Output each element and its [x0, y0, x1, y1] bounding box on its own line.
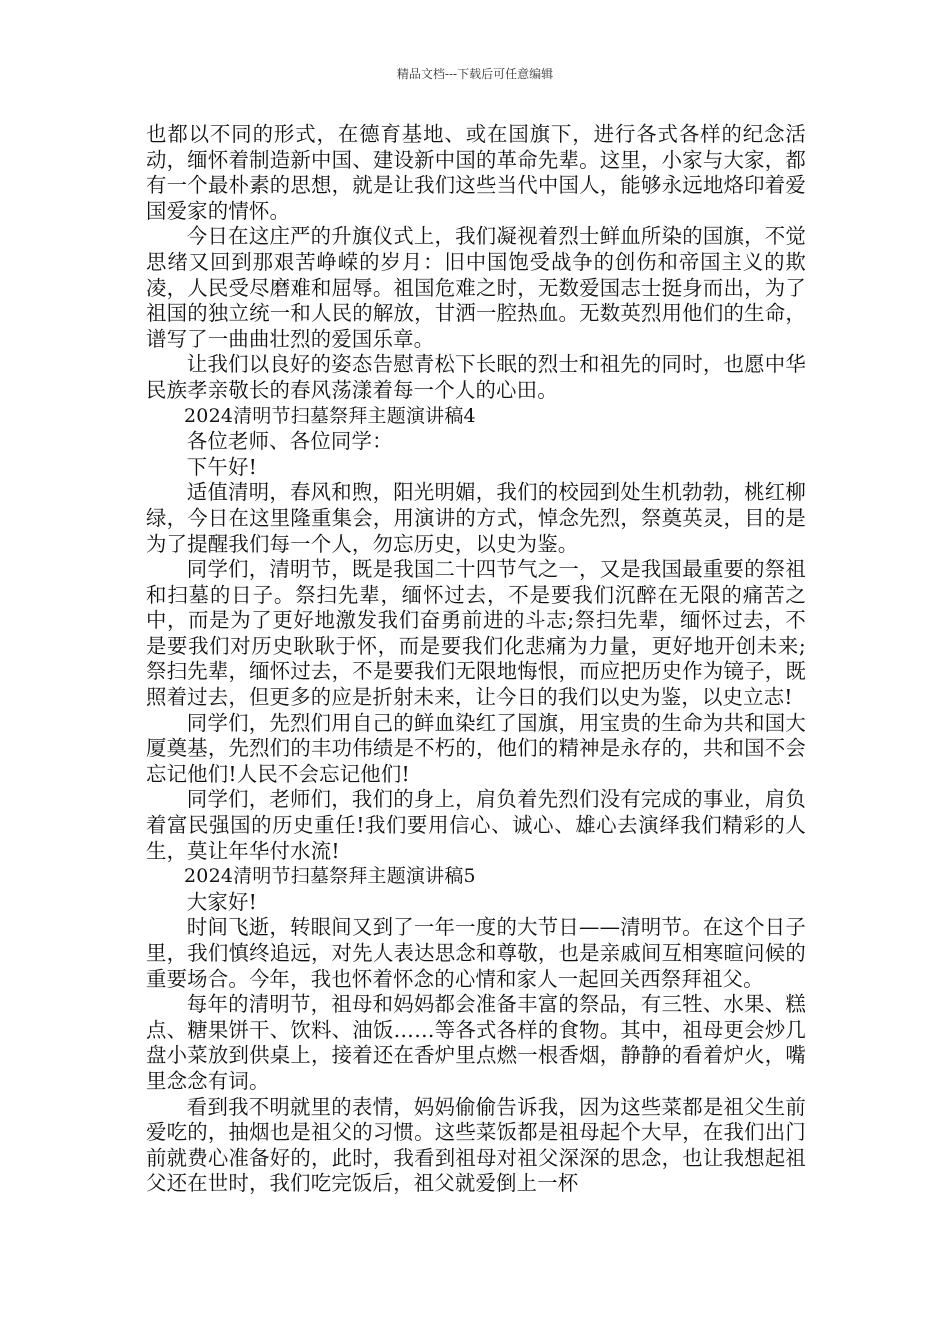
- section-heading-5: 2024清明节扫墓祭拜主题演讲稿5: [184, 865, 476, 888]
- salutation: 各位老师、各位同学：: [186, 429, 393, 454]
- paragraph: 适值清明，春风和煦，阳光明媚，我们的校园到处生机勃勃，桃红柳绿，今日在这里隆重集会，用演讲的方式，悼念先烈，祭奠英灵，目的是为了提醒我们每一个人，勿忘历史，以史为鉴。: [146, 480, 806, 556]
- greeting: 下午好!: [186, 454, 257, 479]
- paragraph: 同学们，先烈们用自己的鲜血染红了国旗，用宝贵的生命为共和国大厦奠基，先烈们的丰功伟绩是不朽的，他们的精神是永存的，共和国不会忘记他们!人民不会忘记他们!: [146, 710, 806, 786]
- paragraph: 今日在这庄严的升旗仪式上，我们凝视着烈士鲜血所染的国旗，不觉思绪又回到那艰苦峥嵘的岁月：旧中国饱受战争的创伤和帝国主义的欺凌，人民受尽磨难和屈辱。祖国危难之时，无数爱国志士挺身而出，为了祖国的独立统一和人民的解放，甘洒一腔热血。无数英烈用他们的生命，谱写了一曲曲壮烈的爱国乐章。: [146, 224, 806, 351]
- greeting: 大家好!: [186, 889, 257, 914]
- page-header: 精品文档---下载后可任意编辑: [396, 67, 554, 81]
- paragraph: 每年的清明节，祖母和妈妈都会准备丰富的祭品，有三牲、水果、糕点、糖果饼干、饮料、油饭……等各式各样的食物。其中，祖母更会炒几盘小菜放到供桌上，接着还在香炉里点燃一根香烟，静静的看着炉火，嘴里念念有词。: [146, 992, 806, 1093]
- paragraph: 同学们，清明节，既是我国二十四节气之一，又是我国最重要的祭祖和扫墓的日子。祭扫先辈，缅怀过去，不是要我们沉醉在无限的痛苦之中，而是为了更好地激发我们奋勇前进的斗志;祭扫先辈，缅怀过去，不是要我们对历史耿耿于怀，而是要我们化悲痛为力量，更好地开创未来;祭扫先辈，缅怀过去，不是要我们无限地悔恨，而应把历史作为镜子，既照着过去，但更多的应是折射未来，让今日的我们以史为鉴，以史立志!: [146, 557, 806, 710]
- paragraph-continuation: 也都以不同的形式，在德育基地、或在国旗下，进行各式各样的纪念活动，缅怀着制造新中国、建设新中国的革命先辈。这里，小家与大家，都有一个最朴素的思想，就是让我们这些当代中国人，能够永远地烙印着爱国爱家的情怀。: [146, 122, 806, 223]
- paragraph: 时间飞逝，转眼间又到了一年一度的大节日——清明节。在这个日子里，我们慎终追远，对先人表达思念和尊敬，也是亲戚间互相寒暄问候的重要场合。今年，我也怀着怀念的心情和家人一起回关西祭拜祖父。: [146, 915, 806, 991]
- paragraph: 看到我不明就里的表情，妈妈偷偷告诉我，因为这些菜都是祖父生前爱吃的，抽烟也是祖父的习惯。这些菜饭都是祖母起个大早，在我们出门前就费心准备好的，此时，我看到祖母对祖父深深的思念，也让我想起祖父还在世时，我们吃完饭后，祖父就爱倒上一杯: [146, 1094, 806, 1196]
- paragraph: 同学们，老师们，我们的身上，肩负着先烈们没有完成的事业，肩负着富民强国的历史重任!我们要用信心、诚心、雄心去演绎我们精彩的人生，莫让年华付水流!: [146, 787, 806, 863]
- document-body: [146, 122, 806, 1197]
- section-heading-4: 2024清明节扫墓祭拜主题演讲稿4: [184, 404, 476, 427]
- paragraph: 让我们以良好的姿态告慰青松下长眠的烈士和祖先的同时，也愿中华民族孝亲敬长的春风荡漾着每一个人的心田。: [146, 352, 806, 402]
